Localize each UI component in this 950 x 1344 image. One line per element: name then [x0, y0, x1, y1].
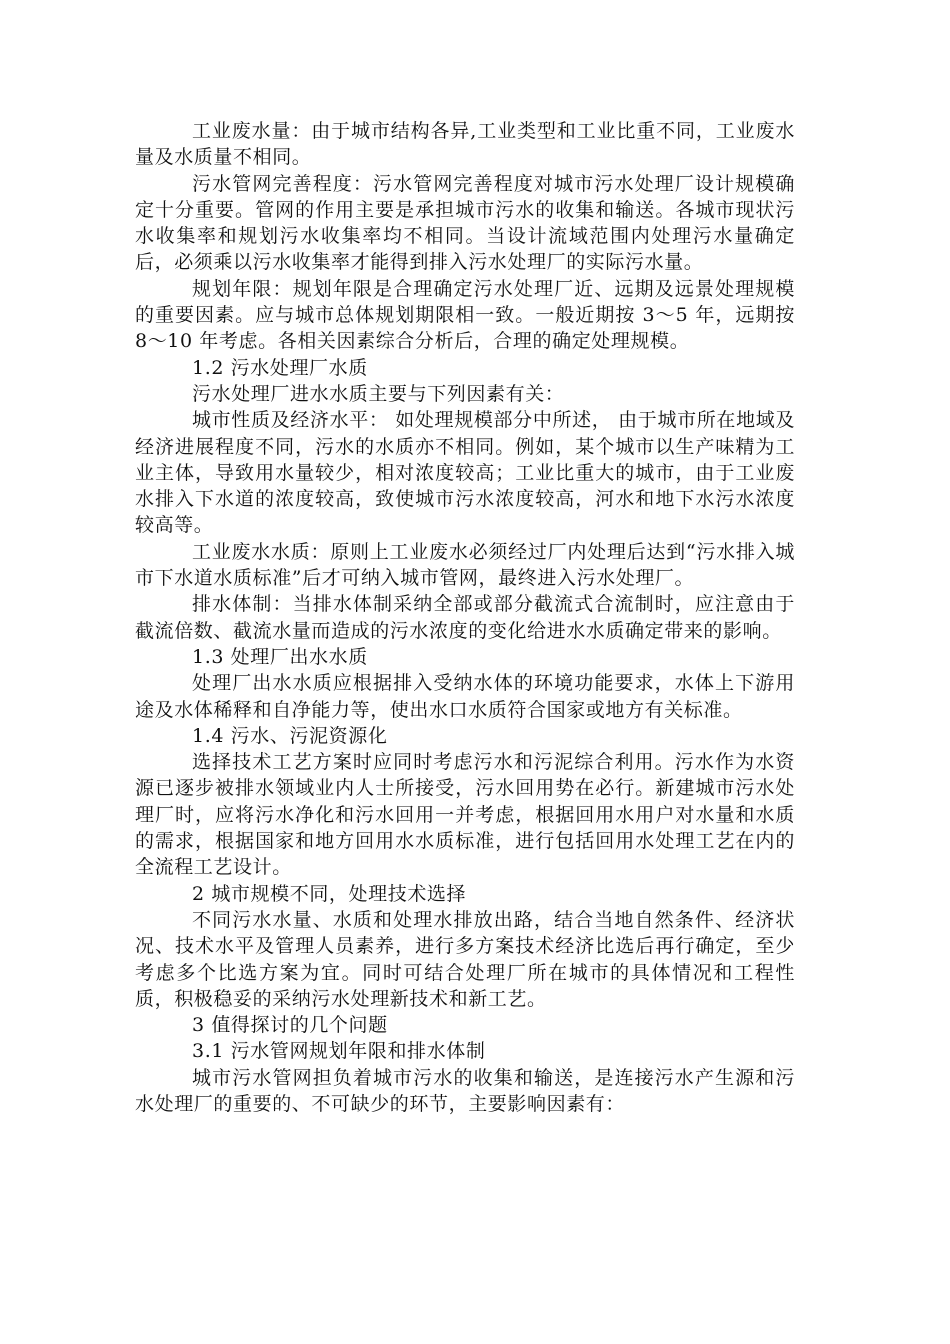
paragraph: 污水处理厂进水水质主要与下列因素有关： [192, 382, 565, 405]
section-heading: 1.3 处理厂出水水质 [192, 645, 368, 668]
paragraph: 不同污水水量、水质和处理水排放出路，结合当地自然条件、经济状况、技术水平及管理人员素养，进行多方案技术经济比选后再行确定，至少考虑多个比选方案为宜。同时可结合处理厂所在城市的具体情况和工程性质，积极稳妥的采纳污水处理新技术和新工艺。 [135, 908, 795, 1010]
paragraph: 排水体制：当排水体制采纳全部或部分截流式合流制时，应注意由于截流倍数、截流水量而造成的污水浓度的变化给进水水质确定带来的影响。 [135, 593, 795, 642]
section-heading: 3.1 污水管网规划年限和排水体制 [192, 1040, 486, 1063]
section-heading: 2 城市规模不同，处理技术选择 [192, 882, 467, 905]
section-heading: 3 值得探讨的几个问题 [192, 1014, 388, 1037]
paragraph: 污水管网完善程度：污水管网完善程度对城市污水处理厂设计规模确定十分重要。管网的作用主要是承担城市污水的收集和输送。各城市现状污水收集率和规划污水收集率均不相同。当设计流域范围内处理污水量确定后，必须乘以污水收集率才能得到排入污水处理厂的实际污水量。 [135, 172, 795, 274]
paragraph: 规划年限：规划年限是合理确定污水处理厂近、远期及远景处理规模的重要因素。应与城市总体规划期限相一致。一般近期按 3～5 年，远期按 8～10 年考虑。各相关因素综合分析后，合理的确定处理规模。 [135, 277, 795, 353]
paragraph: 城市性质及经济水平： 如处理规模部分中所述， 由于城市所在地域及经济进展程度不同，污水的水质亦不相同。例如，某个城市以生产味精为工业主体，导致用水量较少，相对浓度较高；工业比重大的城市，由于工业废水排入下水道的浓度较高，致使城市污水浓度较高，河水和地下水污水浓度较高等。 [135, 409, 795, 537]
document-page [135, 118, 795, 1117]
paragraph: 城市污水管网担负着城市污水的收集和输送，是连接污水产生源和污水处理厂的重要的、不可缺少的环节，主要影响因素有： [135, 1066, 795, 1115]
paragraph: 选择技术工艺方案时应同时考虑污水和污泥综合利用。污水作为水资源已逐步被排水领域业内人士所接受，污水回用势在必行。新建城市污水处理厂时，应将污水净化和污水回用一并考虑，根据回用水用户对水量和水质的需求，根据国家和地方回用水水质标准，进行包括回用水处理工艺在内的全流程工艺设计。 [135, 751, 795, 879]
paragraph: 工业废水水质：原则上工业废水必须经过厂内处理后达到“污水排入城市下水道水质标准”后才可纳入城市管网，最终进入污水处理厂。 [135, 540, 795, 590]
section-heading: 1.4 污水、污泥资源化 [192, 724, 388, 747]
section-heading: 1.2 污水处理厂水质 [192, 356, 368, 379]
paragraph: 处理厂出水水质应根据排入受纳水体的环境功能要求，水体上下游用途及水体稀释和自净能力等，使出水口水质符合国家或地方有关标准。 [135, 672, 795, 721]
paragraph: 工业废水量：由于城市结构各异,工业类型和工业比重不同，工业废水量及水质量不相同。 [135, 120, 795, 169]
